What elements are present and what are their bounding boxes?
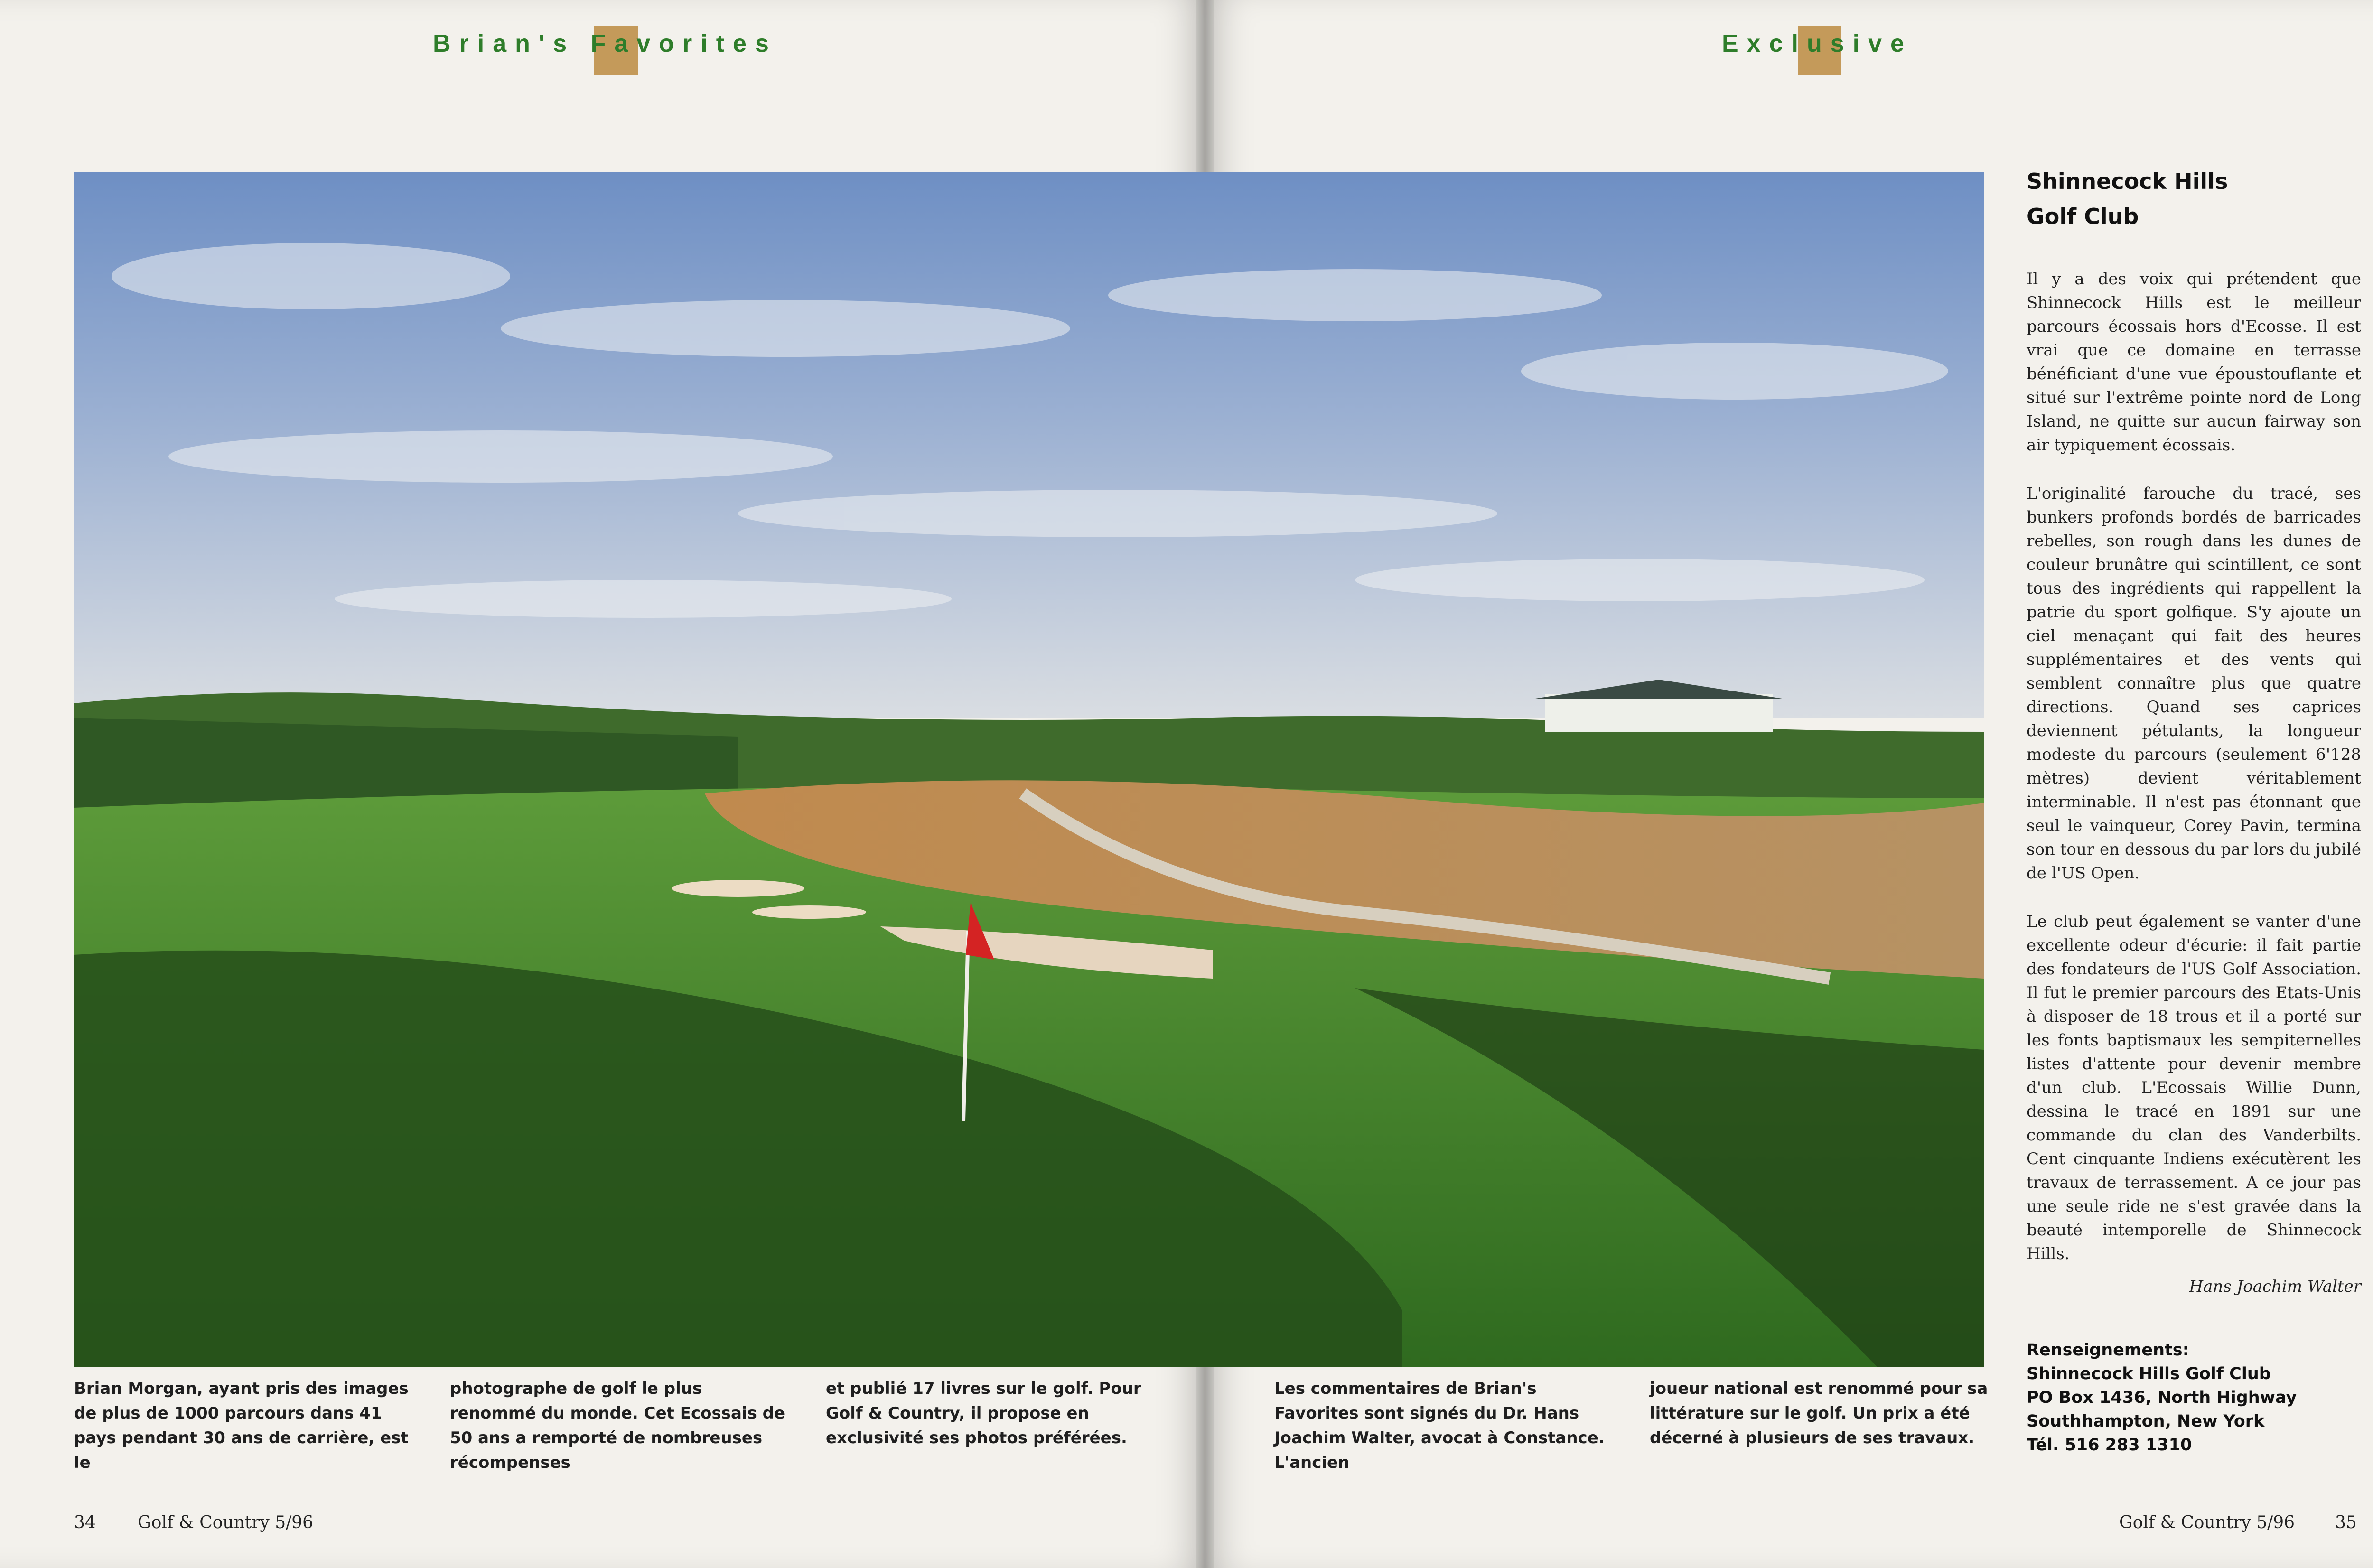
page-number-right: 35	[2335, 1513, 2357, 1532]
section-header-right	[1722, 29, 1913, 58]
caption-column-4: Les commentaires de Brian's Favorites sont signés du Dr. Hans Joachim Walter, avocat à Constance. L'ancien	[1274, 1379, 1605, 1472]
section-header-left	[433, 29, 777, 58]
article-author: Hans Joachim Walter	[2189, 1277, 2361, 1296]
header-left-text: Brian's Favorites	[433, 30, 777, 57]
article-body	[2027, 267, 2361, 1266]
bunker	[672, 880, 804, 897]
caption-column-3: et publié 17 livres sur le golf. Pour Golf & Country, il propose en exclusivité ses photos préférées.	[826, 1379, 1141, 1447]
contact-phone: Tél. 516 283 1310	[2027, 1436, 2192, 1455]
magazine-issue-left: Golf & Country 5/96	[138, 1513, 314, 1532]
contact-label: Renseignements:	[2027, 1341, 2189, 1360]
clubhouse	[1545, 694, 1773, 732]
caption-column-5: joueur national est renommé pour sa littérature sur le golf. Un prix a été décerné à plusieurs de ses travaux.	[1650, 1379, 1988, 1447]
contact-name: Shinnecock Hills Golf Club	[2027, 1364, 2271, 1383]
contact-info	[2027, 1338, 2361, 1457]
page-number-left: 34	[74, 1513, 96, 1532]
article-title-line1: Shinnecock Hills	[2027, 168, 2228, 194]
caption-column-1: Brian Morgan, ayant pris des images de plus de 1000 parcours dans 41 pays pendant 30 ans de carrière, est le	[74, 1379, 409, 1472]
article-paragraph: Il y a des voix qui prétendent que Shinnecock Hills est le meilleur parcours écossais hors d'Ecosse. Il est vrai que ce domaine en terrasse bénéficiant d'une vue époustouflante et situé sur l'extrême pointe nord de Long Island, ne quitte sur aucun fairway son air typiquement écossais.	[2027, 270, 2361, 455]
article-title	[2027, 164, 2361, 234]
article-paragraph: L'originalité farouche du tracé, ses bunkers profonds bordés de barricades rebelles, son rough dans les dunes de couleur brunâtre qui scintillent, ce sont tous des ingrédients qui rappellent la patrie du sport golfique. S'y ajoute un ciel menaçant qui fait des heures supplémentaires et des vents qui semblent connaître plus que quatre directions. Quand ses caprices deviennent pétulants, la longueur modeste du parcours (seulement 6'128 mètres) devient véritablement interminable. Il n'est pas étonnant que seul le vainqueur, Corey Pavin, termina son tour en dessous du par lors du jubilé de l'US Open.	[2027, 484, 2361, 883]
article-paragraph: Le club peut également se vanter d'une excellente odeur d'écurie: il fait partie des fondateurs de l'US Golf Association. Il fut le premier parcours des Etats-Unis à disposer de 18 trous et il a porté sur les fonts baptismaux les sempiternelles listes d'attente pour devenir membre d'un club. L'Ecossais Willie Dunn, dessina le tracé en 1891 sur une commande du clan des Vanderbilts. Cent cinquante Indiens exécutèrent les travaux de terrassement. A ce jour pas une seule ride ne s'est gravée dans la beauté intemporelle de Shinnecock Hills.	[2027, 912, 2361, 1263]
contact-address-1: PO Box 1436, North Highway	[2027, 1388, 2297, 1407]
header-right-text: Exclusive	[1722, 30, 1913, 57]
golf-course-illustration	[74, 172, 1984, 1367]
article-sidebar	[2027, 164, 2361, 1296]
magazine-issue-right: Golf & Country 5/96	[2119, 1513, 2295, 1532]
caption-column-2: photographe de golf le plus renommé du monde. Cet Ecossais de 50 ans a remporté de nombreuses récompenses	[450, 1379, 785, 1472]
golf-course-photo	[74, 172, 1984, 1367]
contact-address-2: Southhampton, New York	[2027, 1412, 2265, 1431]
article-title-line2: Golf Club	[2027, 204, 2139, 229]
